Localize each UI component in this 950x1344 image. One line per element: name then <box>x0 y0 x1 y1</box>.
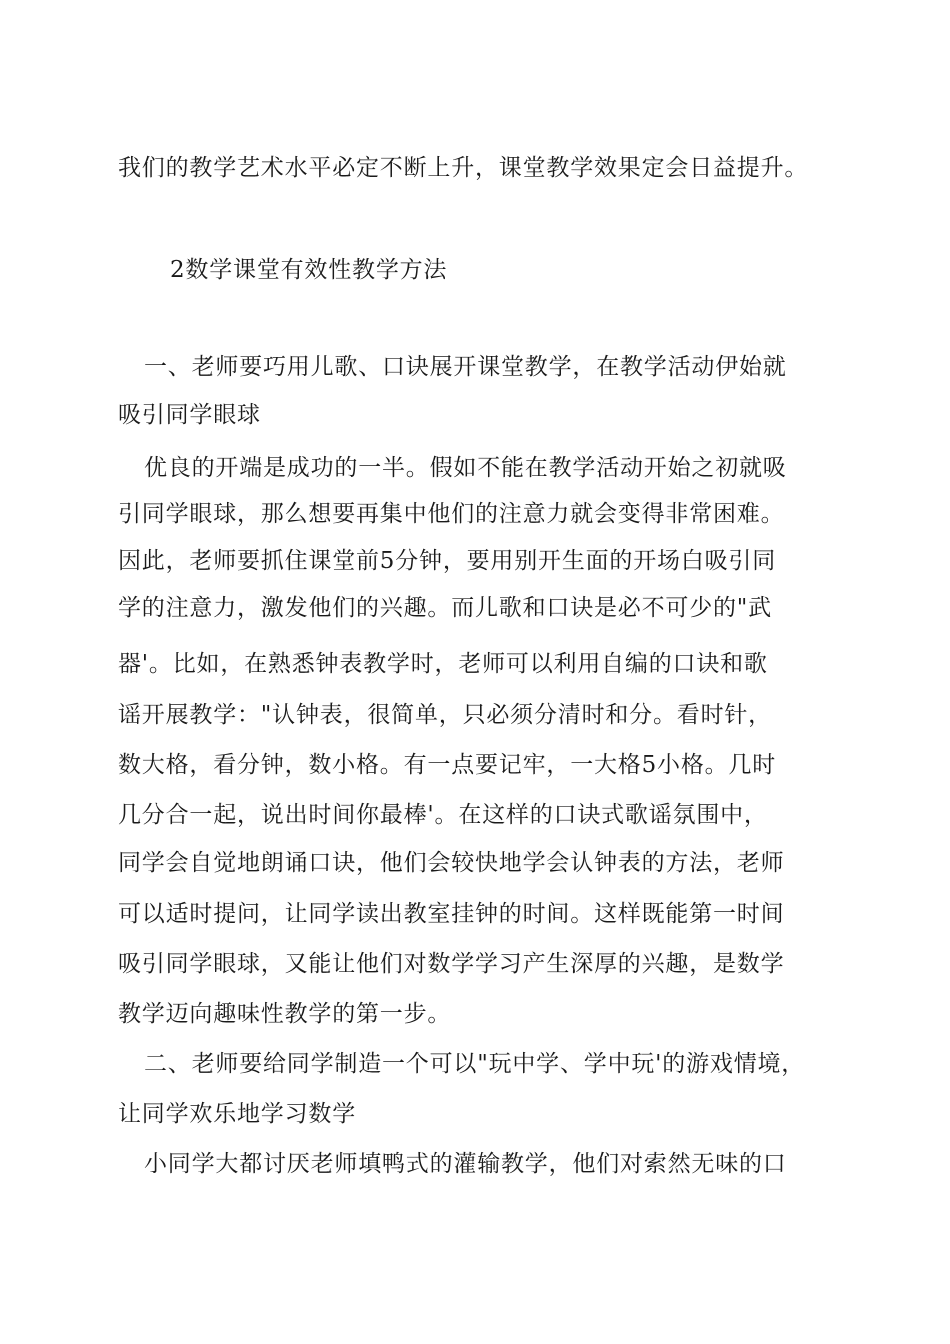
paragraph-1-line-1: 优良的开端是成功的一半。假如不能在教学活动开始之初就吸 <box>144 455 787 481</box>
subheading-1-line-2: 吸引同学眼球 <box>118 402 261 428</box>
paragraph-1-line-6: 谣开展教学："认钟表，很简单，只必须分清时和分。看时针， <box>118 702 772 728</box>
section-heading: 2数学课堂有效性教学方法 <box>170 257 448 283</box>
paragraph-1-line-5: 器'。比如，在熟悉钟表教学时，老师可以利用自编的口诀和歌 <box>118 651 768 677</box>
subheading-2-line-2: 让同学欢乐地学习数学 <box>118 1101 356 1127</box>
paragraph-1-line-7: 数大格，看分钟，数小格。有一点要记牢，一大格5小格。几时 <box>118 752 777 778</box>
paragraph-1-line-8: 几分合一起，说出时间你最棒'。在这样的口诀式歌谣氛围中， <box>118 802 768 828</box>
paragraph-1-line-11: 吸引同学眼球，又能让他们对数学学习产生深厚的兴趣，是数学 <box>118 951 785 977</box>
paragraph-1-line-3: 因此，老师要抓住课堂前5分钟，要用别开生面的开场白吸引同 <box>118 548 777 574</box>
paragraph-1-line-10: 可以适时提问，让同学读出教室挂钟的时间。这样既能第一时间 <box>118 901 785 927</box>
subheading-1-line-1: 一、老师要巧用儿歌、口诀展开课堂教学，在教学活动伊始就 <box>144 354 787 380</box>
paragraph-1-line-9: 同学会自觉地朗诵口诀，他们会较快地学会认钟表的方法，老师 <box>118 850 785 876</box>
paragraph-1-line-2: 引同学眼球，那么想要再集中他们的注意力就会变得非常困难。 <box>118 501 785 527</box>
paragraph-2-line-1: 小同学大都讨厌老师填鸭式的灌输教学，他们对索然无味的口 <box>144 1151 787 1177</box>
paragraph-1-line-12: 教学迈向趣味性教学的第一步。 <box>118 1001 452 1027</box>
paragraph-line-closing: 我们的教学艺术水平必定不断上升，课堂教学效果定会日益提升。 <box>118 155 809 181</box>
paragraph-1-line-4: 学的注意力，激发他们的兴趣。而儿歌和口诀是必不可少的"武 <box>118 595 772 621</box>
subheading-2-line-1: 二、老师要给同学制造一个可以"玩中学、学中玩'的游戏情境， <box>144 1051 806 1077</box>
